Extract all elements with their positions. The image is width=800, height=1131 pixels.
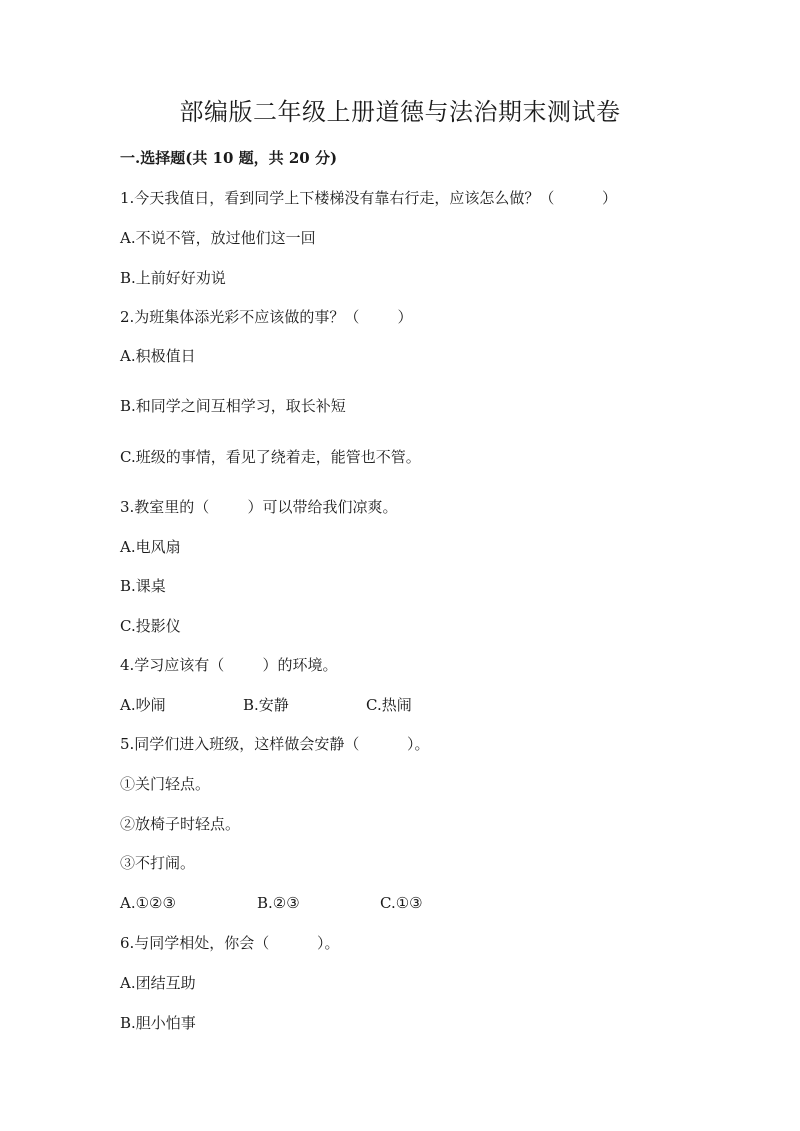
question-4-option-c: C.热闹 [366, 696, 412, 714]
question-1-option-a: A.不说不管，放过他们这一回 [120, 229, 316, 247]
question-3-stem: 3.教室里的（ ）可以带给我们凉爽。 [120, 498, 398, 516]
question-6-option-b: B.胆小怕事 [120, 1014, 196, 1032]
page-title: 部编版二年级上册道德与法治期末测试卷 [179, 98, 621, 126]
question-3-option-b: B.课桌 [120, 577, 166, 595]
question-5-item-1: ①关门轻点。 [120, 775, 211, 793]
question-2-stem: 2.为班集体添光彩不应该做的事？（ ） [120, 308, 413, 326]
question-4-option-a: A.吵闹 [120, 696, 166, 714]
question-5-item-3: ③不打闹。 [120, 854, 196, 872]
question-5-item-2: ②放椅子时轻点。 [120, 815, 241, 833]
question-5-option-a: A.①②③ [120, 894, 176, 912]
question-3-option-c: C.投影仪 [120, 617, 181, 635]
question-5-stem: 5.同学们进入班级，这样做会安静（ ）。 [120, 735, 430, 753]
question-2-option-c: C.班级的事情，看见了绕着走，能管也不管。 [120, 448, 421, 466]
question-3-option-a: A.电风扇 [120, 538, 181, 556]
question-4-stem: 4.学习应该有（ ）的环境。 [120, 656, 338, 674]
question-5-option-b: B.②③ [257, 894, 300, 912]
question-2-option-a: A.积极值日 [120, 347, 196, 365]
question-6-stem: 6.与同学相处，你会（ ）。 [120, 934, 340, 952]
question-5-option-c: C.①③ [380, 894, 423, 912]
question-4-option-b: B.安静 [243, 696, 289, 714]
question-2-option-b: B.和同学之间互相学习，取长补短 [120, 397, 346, 415]
question-1-option-b: B.上前好好劝说 [120, 269, 226, 287]
section-title: 一.选择题(共 10 题，共 20 分) [120, 149, 338, 167]
question-6-option-a: A.团结互助 [120, 974, 196, 992]
question-1-stem: 1.今天我值日，看到同学上下楼梯没有靠右行走，应该怎么做？（ ） [120, 189, 617, 207]
